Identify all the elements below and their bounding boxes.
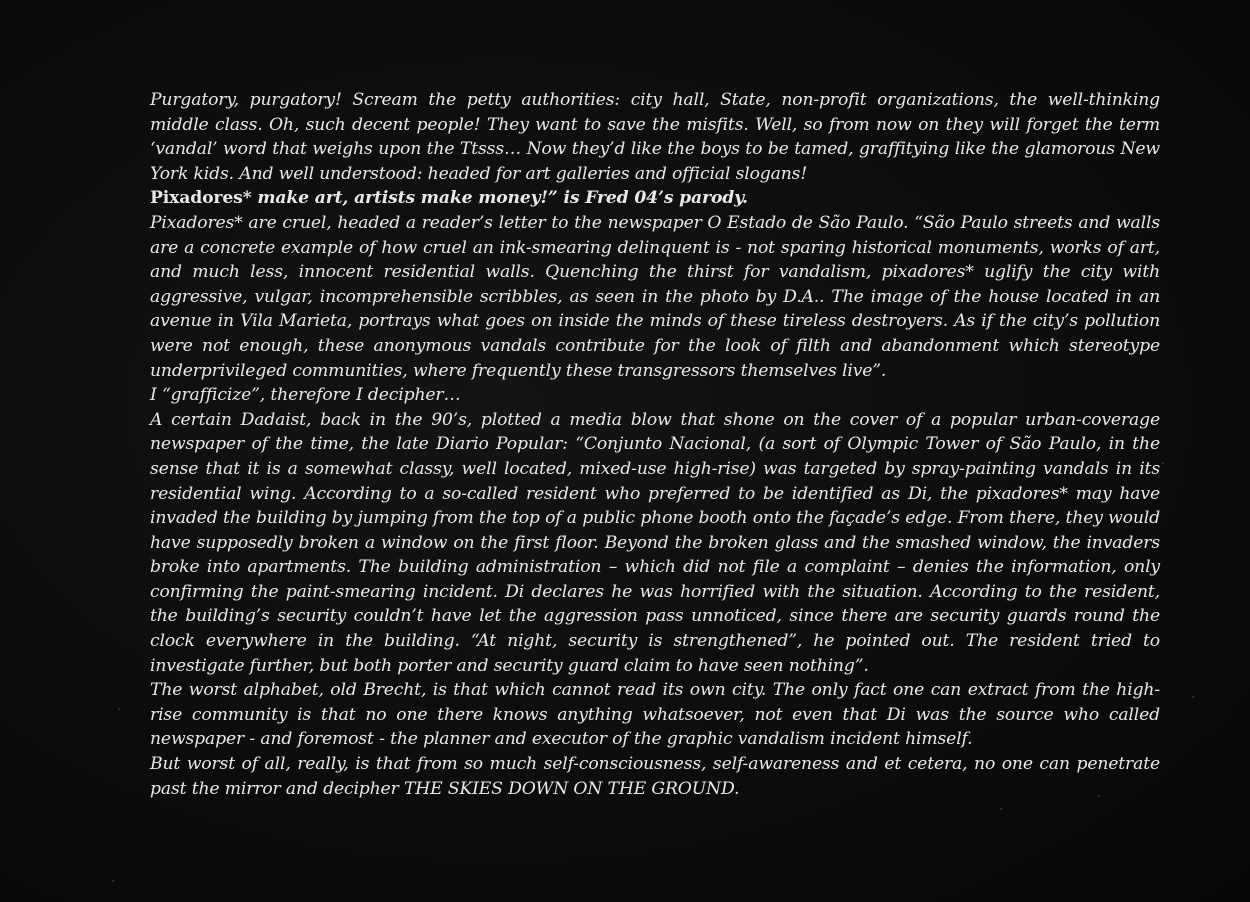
dust-speck bbox=[1192, 696, 1194, 698]
paragraph-pixadores-cruel: Pixadores* are cruel, headed a reader’s letter to the newspaper O Estado de São Paulo. “São Paulo streets and walls are a concrete example of how cruel an ink-smearing delinquent is - not sparing historical monuments, works of art, and much less, innocent residential walls. Quenching the thirst for vandalism, pixadores* uglify the city with aggressive, vulgar, incomprehensible scribbles, as seen in the photo by D.A.. The image of the house located in an avenue in Vila Marieta, portrays what goes on inside the minds of these tireless destroyers. As if the city’s pollution were not enough, these anonymous vandals contribute for the look of filth and abandonment which stereotype underprivileged communities, where frequently these transgressors themselves live”. bbox=[150, 212, 1160, 381]
paragraph-purgatory: Purgatory, purgatory! Scream the petty authorities: city hall, State, non-profit organizations, the well-thinking middle class. Oh, such decent people! They want to save the misfits. Well, so from now on they will forget the term ‘vandal’ word that weighs upon the Ttsss… Now they’d like the boys to be tamed, graffitying like the glamorous New York kids. And well understood: headed for art galleries and official slogans! bbox=[150, 90, 1160, 184]
bold-heading bbox=[150, 186, 1160, 211]
dust-speck bbox=[112, 880, 114, 882]
paragraph-brecht: The worst alphabet, old Brecht, is that which cannot read its own city. The only fact one can extract from the high-rise community is that no one there knows anything whatsoever, not even that Di was the source who called newspaper - and foremost - the planner and executor of the graphic vandalism incident himself. bbox=[150, 680, 1160, 750]
heading-italic-part: make art, artists make money!” is Fred 04’s parody. bbox=[251, 188, 748, 209]
heading-bold-part: Pixadores* bbox=[150, 188, 252, 209]
paragraph-mirror: But worst of all, really, is that from so much self-consciousness, self-awareness and et cetera, no one can penetrate past the mirror and decipher THE SKIES DOWN ON THE GROUND. bbox=[150, 754, 1160, 799]
article-body bbox=[150, 88, 1160, 801]
dust-speck bbox=[1162, 462, 1164, 464]
dust-speck bbox=[1000, 808, 1002, 810]
dust-speck bbox=[1098, 795, 1100, 797]
dust-speck bbox=[118, 708, 120, 710]
paragraph-dadaist: A certain Dadaist, back in the 90’s, plotted a media blow that shone on the cover of a popular urban-coverage newspaper of the time, the late Diario Popular: “Conjunto Nacional, (a sort of Olympic Tower of São Paulo, in the sense that it is a somewhat classy, well located, mixed-use high-rise) was targeted by spray-painting vandals in its residential wing. According to a so-called resident who preferred to be identified as Di, the pixadores* may have invaded the building by jumping from the top of a public phone booth onto the façade’s edge. From there, they would have supposedly broken a window on the first floor. Beyond the broken glass and the smashed window, the invaders broke into apartments. The building administration – which did not file a complaint – denies the information, only confirming the paint-smearing incident. Di declares he was horrified with the situation. According to the resident, the building’s security couldn’t have let the aggression pass unnoticed, since there are security guards round the clock everywhere in the building. “At night, security is strengthened”, he pointed out. The resident tried to investigate further, but both porter and security guard claim to have seen nothing”. bbox=[150, 409, 1160, 676]
paragraph-grafficize: I “grafficize”, therefore I decipher… bbox=[150, 385, 461, 406]
